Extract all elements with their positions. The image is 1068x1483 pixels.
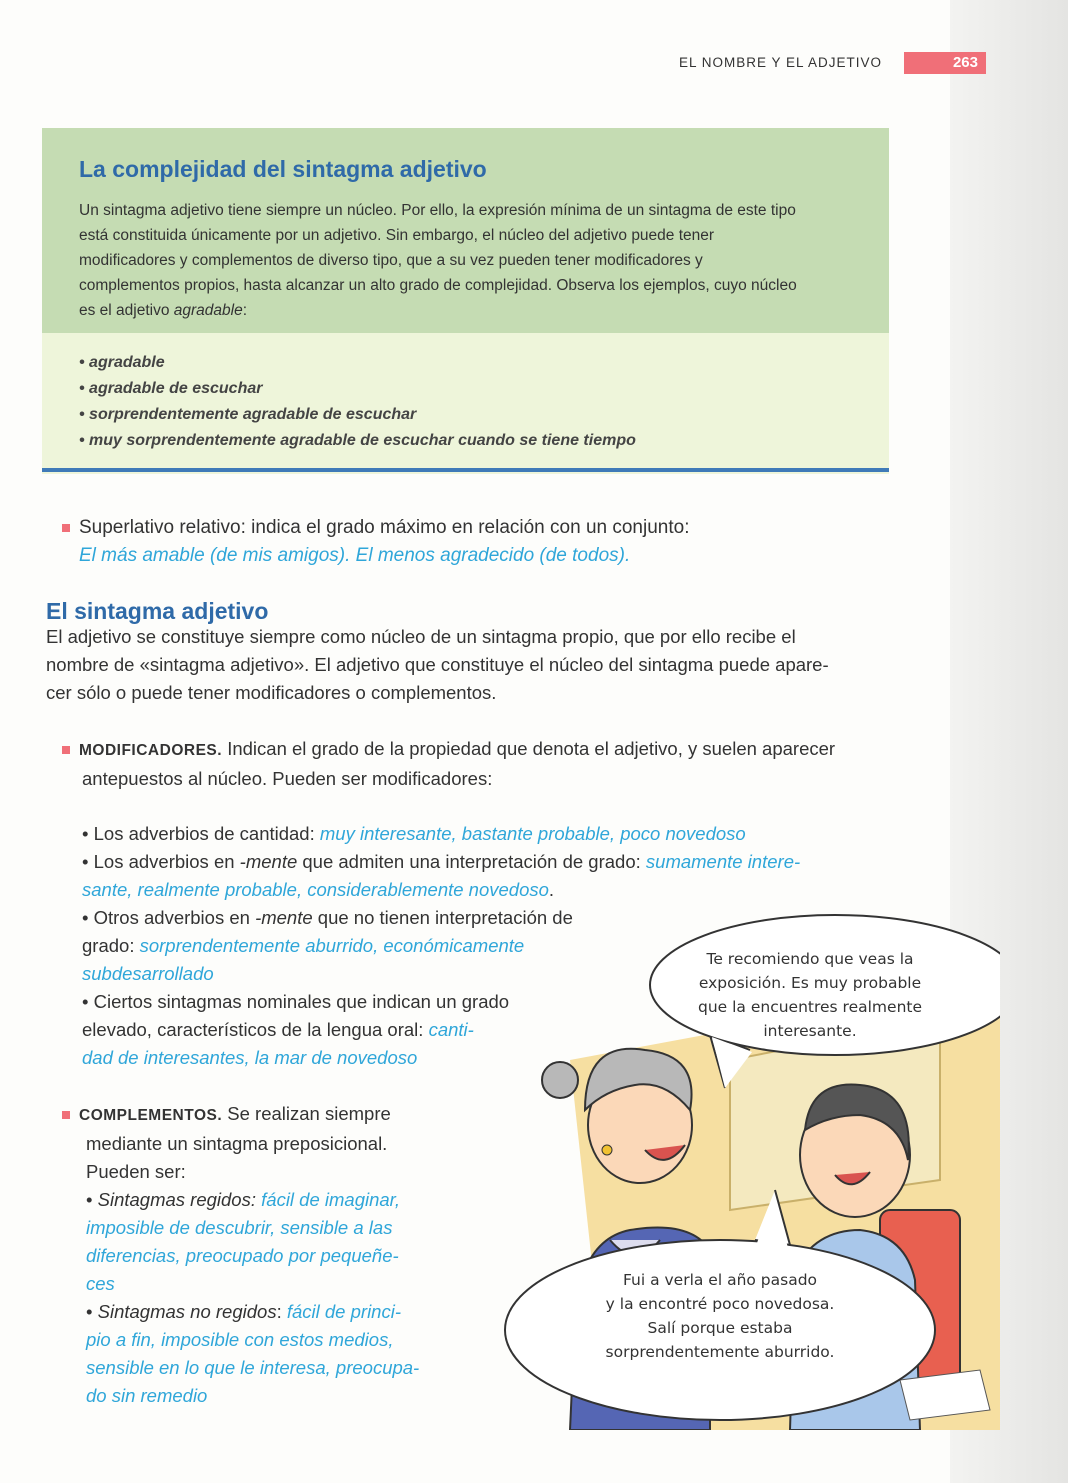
bubble-line: interesante. [763, 1022, 857, 1040]
superlativo-label: Superlativo relativo: [79, 517, 246, 538]
section-heading: El sintagma adjetivo [46, 598, 269, 624]
examples-list [79, 350, 636, 454]
item-example: pio a fin, imposible con estos medios, [86, 1329, 394, 1350]
item-example: ces [86, 1273, 115, 1294]
box-text [79, 198, 869, 323]
square-bullet-icon [62, 524, 70, 532]
superlativo-relativo [62, 514, 689, 570]
item-text: . [548, 879, 555, 900]
item-example: do sin remedio [86, 1385, 208, 1406]
box-text-line: modificadores y complementos de diverso tipo, que a su vez pueden tener modificadores y [79, 252, 703, 269]
no-regidos-label: Sintagmas no regidos [97, 1301, 277, 1322]
item-text: que admiten una interpretación de grado: [297, 851, 646, 872]
box-text-italic: agradable [173, 302, 243, 319]
bubble-line: Fui a verla el año pasado [622, 1271, 818, 1289]
item-italic: -mente [255, 907, 313, 928]
item-text: elevado, característicos de la lengua oral: [82, 1019, 429, 1040]
square-bullet-icon [62, 746, 70, 754]
modificador-item [82, 848, 902, 904]
item-example: sensible en lo que le interesa, preocupa- [86, 1357, 420, 1378]
intro-paragraph [46, 623, 891, 707]
regidos-item [62, 1186, 482, 1214]
item-text: grado: [82, 935, 140, 956]
item-text: que no tienen interpretación de [312, 907, 573, 928]
item-text: • Ciertos sintagmas nominales que indican un grado [82, 991, 510, 1012]
item-example: subdesarrollado [82, 963, 214, 984]
section-title: EL NOMBRE Y EL ADJETIVO [678, 55, 882, 70]
theory-box [42, 128, 889, 474]
box-text-line: complementos propios, hasta alcanzar un alto grado de complejidad. Observa los ejemplos, cuyo núcleo [79, 277, 797, 294]
item-example: sante, realmente probable, considerablemente novedoso [82, 879, 549, 900]
item-text: • Los adverbios en [82, 851, 240, 872]
item-example: sorprendentemente aburrido, económicamente [139, 935, 525, 956]
bullet: • [86, 1301, 98, 1322]
item-italic: -mente [239, 851, 298, 872]
bubble-2-text [570, 1268, 870, 1364]
complementos-label: COMPLEMENTOS. [79, 1107, 223, 1124]
bubble-1-text [680, 947, 940, 1043]
item-example: diferencias, preocupado por pequeñe- [86, 1245, 399, 1266]
box-text-fragment: es el adjetivo [79, 302, 174, 319]
square-bullet-icon [62, 1111, 70, 1119]
modificadores-text: Indican el grado de la propiedad que denota el adjetivo, y suelen aparecer [222, 738, 836, 759]
modificadores-block [62, 735, 892, 793]
box-text-line [79, 298, 869, 323]
superlativo-text: indica el grado máximo en relación con un conjunto: [245, 517, 690, 538]
box-divider [42, 468, 889, 472]
paragraph-line: cer sólo o puede tener modificadores o complementos. [46, 682, 497, 703]
item-text: • Los adverbios de cantidad: [82, 823, 320, 844]
running-header [660, 52, 986, 74]
bubble-line: que la encuentres realmente [697, 998, 923, 1016]
item-text: : [276, 1301, 282, 1322]
modificador-item [82, 820, 746, 848]
bullet: • [86, 1189, 98, 1210]
bubble-line: Salí porque estaba [647, 1319, 793, 1337]
no-regidos-item [62, 1298, 482, 1326]
superlativo-examples: El más amable (de mis amigos). El menos agradecido (de todos). [79, 545, 631, 566]
complementos-text-3: Pueden ser: [86, 1161, 186, 1182]
complementos-text: Se realizan siempre [222, 1103, 391, 1124]
box-title: La complejidad del sintagma adjetivo [79, 156, 487, 182]
paragraph-line: El adjetivo se constituye siempre como núcleo de un sintagma propio, que por ello recibe el [46, 626, 796, 647]
item-example: muy interesante, bastante probable, poco novedoso [319, 823, 746, 844]
item-example: imposible de descubrir, sensible a las [86, 1217, 393, 1238]
item-example: dad de interesantes, la mar de novedoso [82, 1047, 418, 1068]
item-example: fácil de imaginar, [256, 1189, 400, 1210]
page-number: 263 [904, 52, 986, 74]
box-text-line: Un sintagma adjetivo tiene siempre un núcleo. Por ello, la expresión mínima de un sintagma de este tipo [79, 202, 796, 219]
complementos-text-2: mediante un sintagma preposicional. [86, 1133, 388, 1154]
bubble-line: exposición. Es muy probable [698, 974, 922, 992]
bubble-line: sorprendentemente aburrido. [605, 1343, 835, 1361]
bubble-line: y la encontré poco novedosa. [605, 1295, 835, 1313]
regidos-label: Sintagmas regidos: [97, 1189, 256, 1210]
example-item: • sorprendentemente agradable de escuchar [79, 402, 636, 428]
item-example: canti- [428, 1019, 474, 1040]
item-example: fácil de princi- [281, 1301, 401, 1322]
example-item: • agradable de escuchar [79, 376, 636, 402]
paragraph-line: nombre de «sintagma adjetivo». El adjetivo que constituye el núcleo del sintagma puede apare- [46, 654, 829, 675]
modificadores-label: MODIFICADORES. [79, 742, 223, 759]
bubble-line: Te recomiendo que veas la [706, 950, 914, 968]
complementos-block [62, 1100, 482, 1410]
box-text-line: está constituida únicamente por un adjetivo. Sin embargo, el núcleo del adjetivo puede tener [79, 227, 715, 244]
box-text-fragment: : [242, 302, 248, 319]
item-text: • Otros adverbios en [82, 907, 256, 928]
item-example: sumamente intere- [645, 851, 801, 872]
modificadores-text-2: antepuestos al núcleo. Pueden ser modificadores: [82, 768, 493, 789]
example-item: • agradable [79, 350, 636, 376]
example-item: • muy sorprendentemente agradable de escuchar cuando se tiene tiempo [79, 428, 636, 454]
